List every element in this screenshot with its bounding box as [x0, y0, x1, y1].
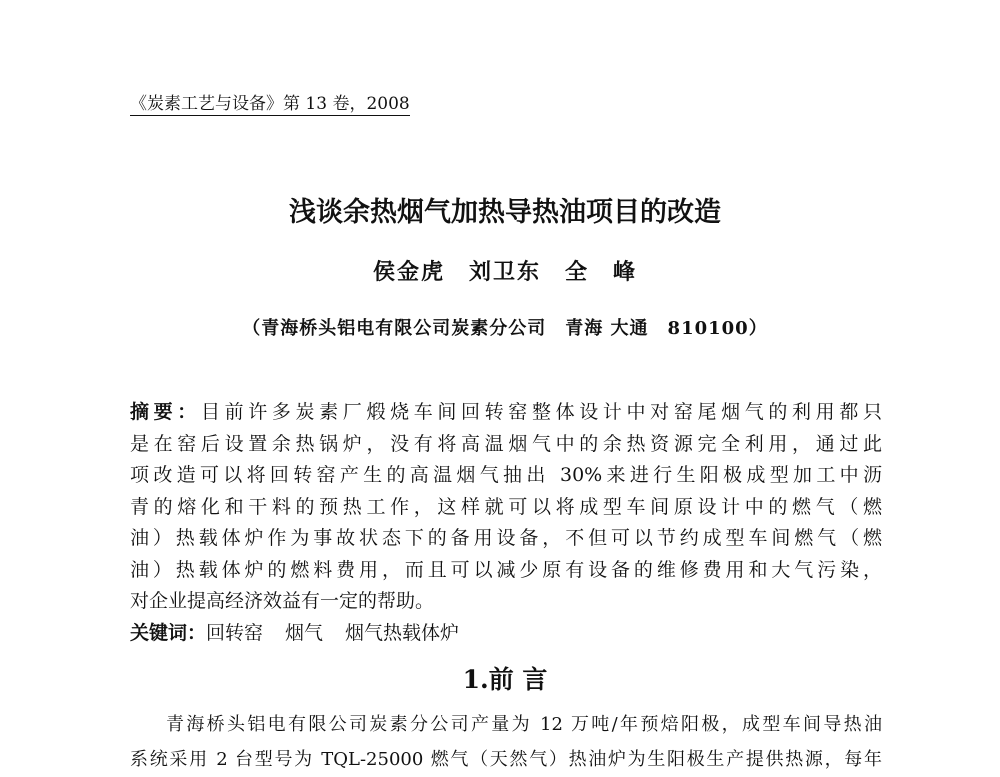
abstract-line: 是在窑后设置余热锅炉，没有将高温烟气中的余热资源完全利用，通过此 [130, 432, 882, 455]
abstract-line: 项改造可以将回转窑产生的高温烟气抽出 30%来进行生阳极成型加工中沥 [130, 464, 882, 486]
section-heading: 1.前 言 [462, 665, 548, 694]
keywords-label: 关键词： [130, 622, 207, 644]
author: 刘卫东 [468, 259, 541, 285]
keyword: 烟气 [285, 622, 324, 644]
abstract-line: 油）热载体炉作为事故状态下的备用设备，不但可以节约成型车间燃气（燃 [130, 527, 882, 549]
keywords [130, 619, 481, 647]
abstract-line [130, 397, 882, 429]
paper-title: 浅谈余热烟气加热导热油项目的改造 [289, 197, 721, 228]
abstract-line: 青的熔化和干料的预热工作，这样就可以将成型车间原设计中的燃气（燃 [130, 495, 882, 518]
abstract-line: 油）热载体炉的燃料费用，而且可以减少原有设备的维修费用和大气污染， [130, 558, 882, 581]
journal-header: 《炭素工艺与设备》第 13 卷，2008 [130, 94, 410, 114]
author: 全 峰 [565, 259, 638, 285]
keyword: 回转窑 [206, 622, 264, 644]
abstract [130, 397, 882, 618]
abstract-text: 目前许多炭素厂煅烧车间回转窑整体设计中对窑尾烟气的利用都只 [200, 401, 882, 423]
affiliation: （青海桥头铝电有限公司炭素分公司 青海 大通 810100） [242, 318, 768, 339]
authors [0, 257, 1000, 287]
body-line: 青海桥头铝电有限公司炭素分公司产量为 12 万吨/年预焙阳极，成型车间导热油 [166, 714, 882, 735]
keyword: 烟气热载体炉 [345, 622, 460, 644]
section-body [130, 707, 882, 777]
author: 侯金虎 [372, 259, 445, 285]
abstract-line: 对企业提高经济效益有一定的帮助。 [130, 590, 435, 612]
body-line: 系统采用 2 台型号为 TQL-25000 燃气（天然气）热油炉为生阳极生产提供热源，每年 [130, 749, 882, 770]
abstract-label: 摘要： [130, 401, 201, 423]
